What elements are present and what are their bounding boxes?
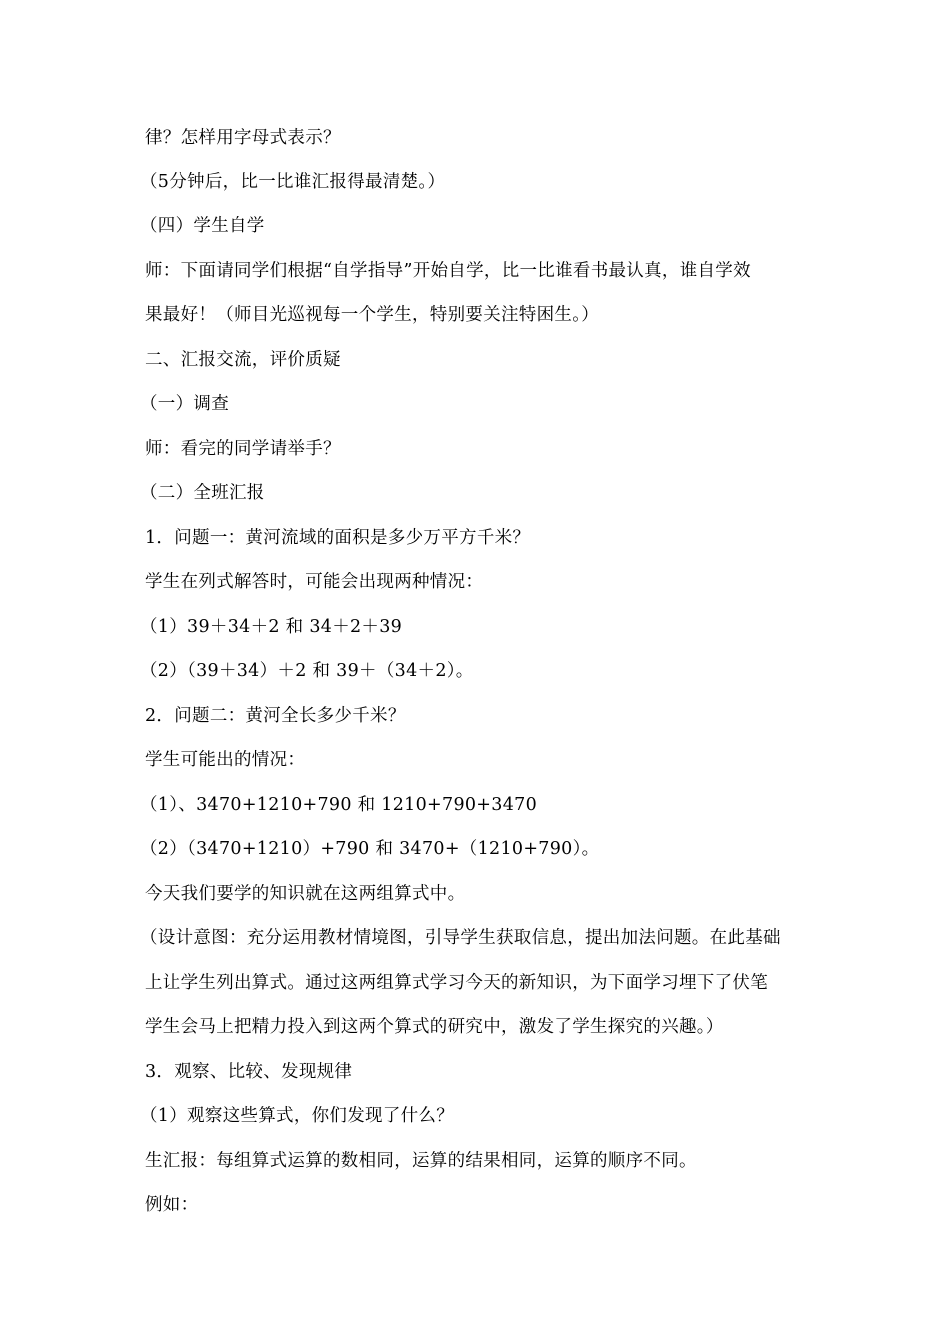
section-heading: （一）调查 — [140, 394, 229, 414]
section-heading: （二）全班汇报 — [140, 483, 265, 503]
text-line: 今天我们要学的知识就在这两组算式中。 — [145, 884, 466, 904]
text-line: 1．问题一：黄河流域的面积是多少万平方千米？ — [145, 528, 531, 548]
text-line: （1）观察这些算式，你们发现了什么？ — [140, 1106, 455, 1126]
text-line: 学生在列式解答时，可能会出现两种情况： — [145, 572, 484, 592]
text-line: （设计意图：充分运用教材情境图，引导学生获取信息，提出加法问题。在此基础 — [140, 928, 781, 948]
text-line: 2．问题二：黄河全长多少千米？ — [145, 706, 406, 726]
section-heading: 二、汇报交流，评价质疑 — [145, 350, 341, 370]
text-line: 学生可能出的情况： — [145, 750, 306, 770]
text-line: 律？怎样用字母式表示？ — [145, 128, 341, 148]
text-line: （2）（3470+1210）+790 和 3470+（1210+790）。 — [140, 839, 600, 859]
text-line: （2）（39＋34）＋2 和 39＋（34＋2）。 — [140, 661, 474, 681]
text-line: 生汇报：每组算式运算的数相同，运算的结果相同，运算的顺序不同。 — [145, 1151, 697, 1171]
section-heading: 3．观察、比较、发现规律 — [145, 1062, 353, 1082]
text-line: 师：看完的同学请举手？ — [145, 439, 341, 459]
text-line: （1）39＋34＋2 和 34＋2＋39 — [140, 617, 403, 637]
text-line: （1）、3470+1210+790 和 1210+790+3470 — [140, 795, 538, 815]
text-line: 上让学生列出算式。通过这两组算式学习今天的新知识，为下面学习埋下了伏笔 — [145, 973, 768, 993]
section-heading: （四）学生自学 — [140, 216, 265, 236]
text-line: 果最好！（师目光巡视每一个学生，特别要关注特困生。） — [145, 305, 600, 325]
text-line: （5分钟后，比一比谁汇报得最清楚。） — [140, 172, 446, 192]
text-line: 学生会马上把精力投入到这两个算式的研究中，激发了学生探究的兴趣。） — [145, 1017, 724, 1037]
text-line: 师：下面请同学们根据“自学指导”开始自学，比一比谁看书最认真，谁自学效 — [145, 261, 751, 281]
text-line: 例如： — [145, 1195, 199, 1215]
